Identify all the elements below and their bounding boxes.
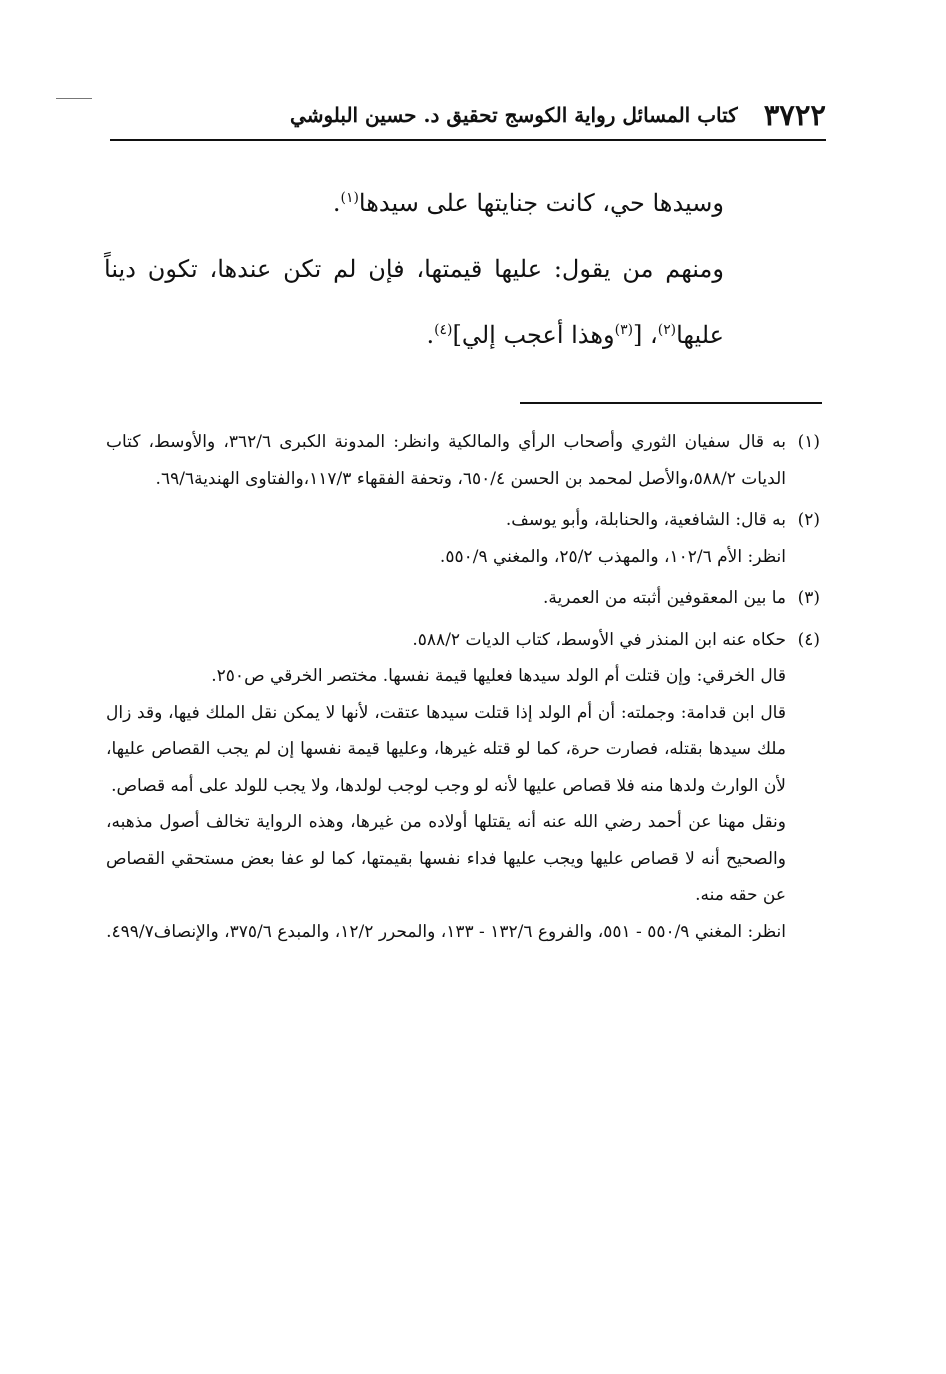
commentary-paragraph: انظر: المغني ٥٥٠/٩ - ٥٥١، والفروع ١٣٢/٦ - ١٣٣، والمحرر ١٢/٢، والمبدع ٣٧٥/٦، والإنصاف٤٩٩/٧. — [106, 921, 786, 942]
footnote-2-reference: انظر: الأم ١٠٢/٦، والمهذب ٢٥/٢، والمغني ٥٥٠/٩. — [439, 546, 786, 567]
footnote-1 — [106, 424, 820, 497]
main-paragraph-1-text: وسيدها حي، كانت جنايتها على سيدها — [358, 189, 724, 217]
footnote-2 — [106, 502, 820, 539]
footnote-3 — [106, 580, 820, 617]
footnote-ref-3: (٣) — [614, 322, 633, 338]
footnote-2-text: به قال: الشافعية، والحنابلة، وأبو يوسف. — [505, 510, 786, 530]
page-header — [110, 92, 826, 138]
commentary-paragraph: قال الخرقي: وإن قتلت أم الولد سيدها فعليها قيمة نفسها. مختصر الخرقي ص٢٥٠. — [211, 666, 786, 686]
footnote-1-number: (١) — [797, 432, 821, 452]
footnote-3-text: ما بين المعقوفين أثبته من العمرية. — [542, 588, 786, 608]
main-paragraph-2-end: . — [426, 321, 435, 349]
footnote-3-number: (٣) — [797, 588, 820, 608]
page-number: ٣٧٢٢ — [763, 98, 826, 132]
main-paragraph-2 — [104, 236, 724, 368]
footnote-4-text: حكاه عنه ابن المنذر في الأوسط، كتاب الديات ٥٨٨/٢. — [412, 629, 786, 650]
main-paragraph-2-text-2: وهذا أعجب إلي] — [452, 321, 615, 349]
footnote-ref-4: (٤) — [434, 322, 453, 338]
footnote-4 — [106, 622, 820, 659]
commentary-paragraph: ونقل مهنا عن أحمد رضي الله عنه أنه يقتلها أولاده من غيرها، وهذه الرواية تخالف أصول مذهبه، والصحيح أنه لا قصاص عليها ويجب عليها فداء نفسها بقيمتها، كما لو عفا بعض مستحقي القصاص عن حقه منه. — [106, 812, 786, 905]
main-paragraph-1 — [104, 170, 724, 236]
main-paragraph-2-text: ومنهم من يقول: عليها قيمتها، فإن لم تكن عندها، تكون ديناً عليها — [104, 255, 724, 349]
footnote-divider — [520, 402, 822, 404]
scan-artifact-line — [56, 98, 92, 99]
footnotes — [106, 424, 820, 950]
footnote-1-text: به قال سفيان الثوري وأصحاب الرأي والمالكية وانظر: المدونة الكبرى ٣٦٢/٦، والأوسط، كتاب الديات ٥٨٨/٢،والأصل لمحمد بن الحسن ٦٥٠/٤، وتحفة الفقهاء ١١٧/٣،والفتاوى الهندية٦٩/٦. — [106, 432, 787, 489]
running-title: كتاب المسائل رواية الكوسج تحقيق د. حسين البلوشي — [290, 103, 738, 127]
footnote-2-number: (٢) — [797, 510, 820, 530]
header-divider — [110, 139, 826, 141]
commentary-paragraph: قال ابن قدامة: وجملته: أن أم الولد إذا قتلت سيدها عتقت، لأنها لا يمكن نقل الملك فيها، وقد زال ملك سيدها بقتله، فصارت حرة، كما لو قتله غيرها، وعليها قيمة نفسها إن لم يجب القصاص عليها، لأن الوارث ولدها منه فلا قصاص عليها لأنه لو وجب لوجب لولدها، ولا يجب للولد على أمه قصاص. — [106, 702, 786, 796]
footnote-ref-2: (٢) — [657, 322, 677, 338]
main-paragraph-1-end: . — [332, 189, 341, 217]
footnote-4-number: (٤) — [797, 629, 820, 650]
footnote-ref-1: (١) — [340, 190, 359, 206]
main-text — [104, 170, 724, 368]
main-paragraph-2-mid: ، [ — [633, 321, 658, 349]
